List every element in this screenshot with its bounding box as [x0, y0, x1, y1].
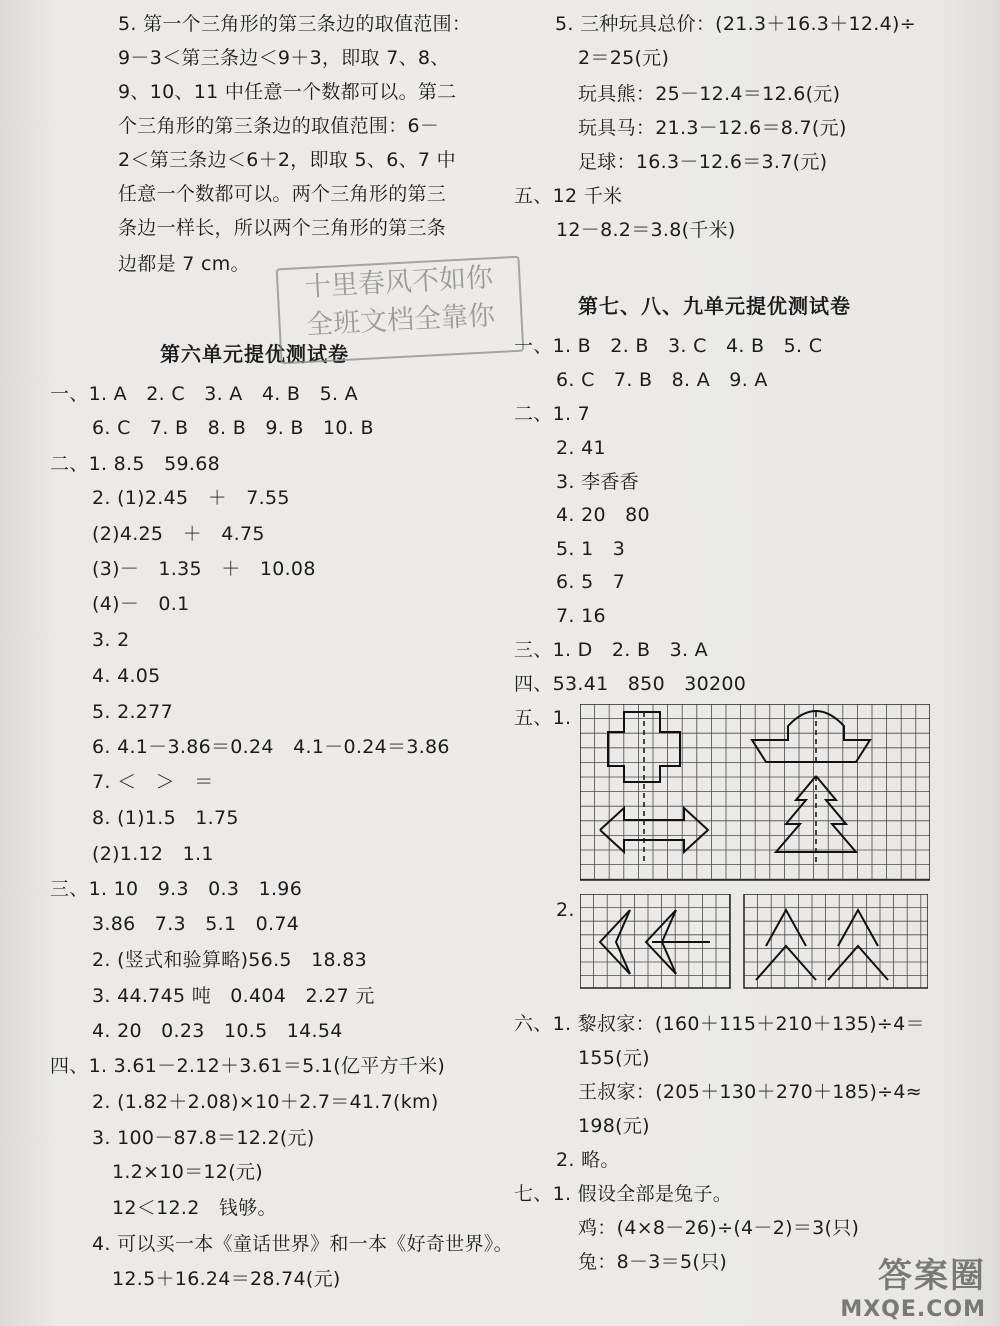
answer-line: 2. (1)2.45 ＋ 7.55	[92, 487, 290, 509]
answer-line: 2. 41	[556, 437, 606, 459]
answer-line: 六、1. 黎叔家：(160＋115＋210＋135)÷4＝	[514, 1013, 925, 1035]
answer-line: 8. (1)1.5 1.75	[92, 807, 239, 829]
answer-line: 四、53.41 850 30200	[514, 673, 747, 695]
answer-line: 七、1. 假设全部是兔子。	[514, 1183, 733, 1205]
answer-line: 6. C 7. B 8. A 9. A	[556, 369, 768, 391]
answer-line: 王叔家：(205＋130＋270＋185)÷4≈	[578, 1081, 923, 1103]
answer-line: 198(元)	[578, 1115, 650, 1137]
text-line: 边都是 7 cm。	[118, 253, 250, 275]
text-line: 足球：16.3－12.6＝3.7(元)	[578, 151, 828, 173]
answer-line: (4)－ 0.1	[92, 593, 190, 615]
answer-line: 2. 略。	[556, 1149, 620, 1171]
answer-line: 6. C 7. B 8. B 9. B 10. B	[92, 417, 374, 439]
answer-line: 3.86 7.3 5.1 0.74	[92, 913, 300, 935]
answer-line: (3)－ 1.35 ＋ 10.08	[92, 558, 316, 580]
answer-line: 四、1. 3.61－2.12＋3.61＝5.1(亿平方千米)	[50, 1055, 446, 1077]
stamp-line: 全班文档全靠你	[305, 300, 496, 341]
answer-line: 4. 4.05	[92, 665, 161, 687]
text-line: 任意一个数都可以。两个三角形的第三	[118, 183, 447, 205]
answer-line: 2. (竖式和验算略)56.5 18.83	[92, 949, 367, 971]
answer-line: 二、1. 8.5 59.68	[50, 453, 220, 475]
section-title: 第七、八、九单元提优测试卷	[578, 294, 851, 318]
text-line: 五、12 千米	[514, 185, 623, 207]
answer-line: 一、1. A 2. C 3. A 4. B 5. A	[50, 383, 358, 405]
answer-line: 1.2×10＝12(元)	[112, 1161, 263, 1183]
answer-line: 2.	[556, 899, 575, 921]
answer-line: 6. 4.1－3.86＝0.24 4.1－0.24＝3.86	[92, 736, 450, 758]
text-line: 5. 三种玩具总价：(21.3＋16.3＋12.4)÷	[555, 13, 916, 35]
answer-line: 2. (1.82＋2.08)×10＋2.7＝41.7(km)	[92, 1091, 439, 1113]
answer-line: 4. 可以买一本《童话世界》和一本《好奇世界》。	[92, 1233, 513, 1255]
answer-line: 一、1. B 2. B 3. C 4. B 5. C	[514, 335, 823, 357]
answer-line: 6. 5 7	[556, 571, 626, 593]
answer-line: 5. 1 3	[556, 538, 626, 560]
answer-line: 7. ＜ ＞ ＝	[92, 771, 214, 793]
answer-line: 12.5＋16.24＝28.74(元)	[112, 1268, 341, 1290]
text-line: 5. 第一个三角形的第三条边的取值范围：	[118, 13, 472, 35]
answer-line: 4. 20 80	[556, 504, 650, 526]
text-line: 2＝25(元)	[578, 47, 670, 69]
answer-line: 7. 16	[556, 605, 606, 627]
text-line: 个三角形的第三条边的取值范围：6－	[118, 115, 440, 137]
answer-line: (2)1.12 1.1	[92, 843, 214, 865]
text-line: 条边一样长，所以两个三角形的第三条	[118, 217, 447, 239]
answer-line: (2)4.25 ＋ 4.75	[92, 523, 265, 545]
answer-line: 155(元)	[578, 1047, 650, 1069]
text-line: 9－3＜第三条边＜9＋3，即取 7、8、	[118, 47, 450, 69]
answer-line: 3. 44.745 吨 0.404 2.27 元	[92, 985, 375, 1007]
site-watermark	[840, 1248, 986, 1322]
text-line: 12－8.2＝3.8(千米)	[556, 219, 736, 241]
answer-line: 4. 20 0.23 10.5 14.54	[92, 1020, 343, 1042]
symmetry-grid-figure	[580, 704, 930, 882]
answer-line: 3. 李香香	[556, 471, 639, 493]
stamp-watermark	[276, 256, 525, 365]
answer-line: 兔：8－3＝5(只)	[578, 1251, 728, 1273]
answer-line: 3. 2	[92, 629, 130, 651]
answer-line: 12＜12.2 钱够。	[112, 1197, 277, 1219]
text-line: 玩具马：21.3－12.6＝8.7(元)	[578, 117, 847, 139]
watermark-logo: 答案圈	[878, 1256, 986, 1296]
watermark-url: MXQE.COM	[840, 1297, 986, 1322]
text-line: 2＜第三条边＜6＋2，即取 5、6、7 中	[118, 149, 456, 171]
stamp-line: 十里春风不如你	[303, 262, 494, 303]
section-title: 第六单元提优测试卷	[160, 342, 349, 366]
answer-line: 3. 100－87.8＝12.2(元)	[92, 1127, 315, 1149]
answer-line: 二、1. 7	[514, 403, 591, 425]
answer-line: 五、1.	[514, 707, 572, 729]
answer-line: 三、1. 10 9.3 0.3 1.96	[50, 878, 303, 900]
answer-line: 鸡：(4×8－26)÷(4－2)＝3(只)	[578, 1217, 860, 1239]
text-line: 9、10、11 中任意一个数都可以。第二	[118, 81, 457, 103]
pattern-grid-figure	[580, 894, 928, 990]
text-line: 玩具熊：25－12.4＝12.6(元)	[578, 83, 841, 105]
answer-line: 5. 2.277	[92, 701, 173, 723]
answer-line: 三、1. D 2. B 3. A	[514, 639, 708, 661]
